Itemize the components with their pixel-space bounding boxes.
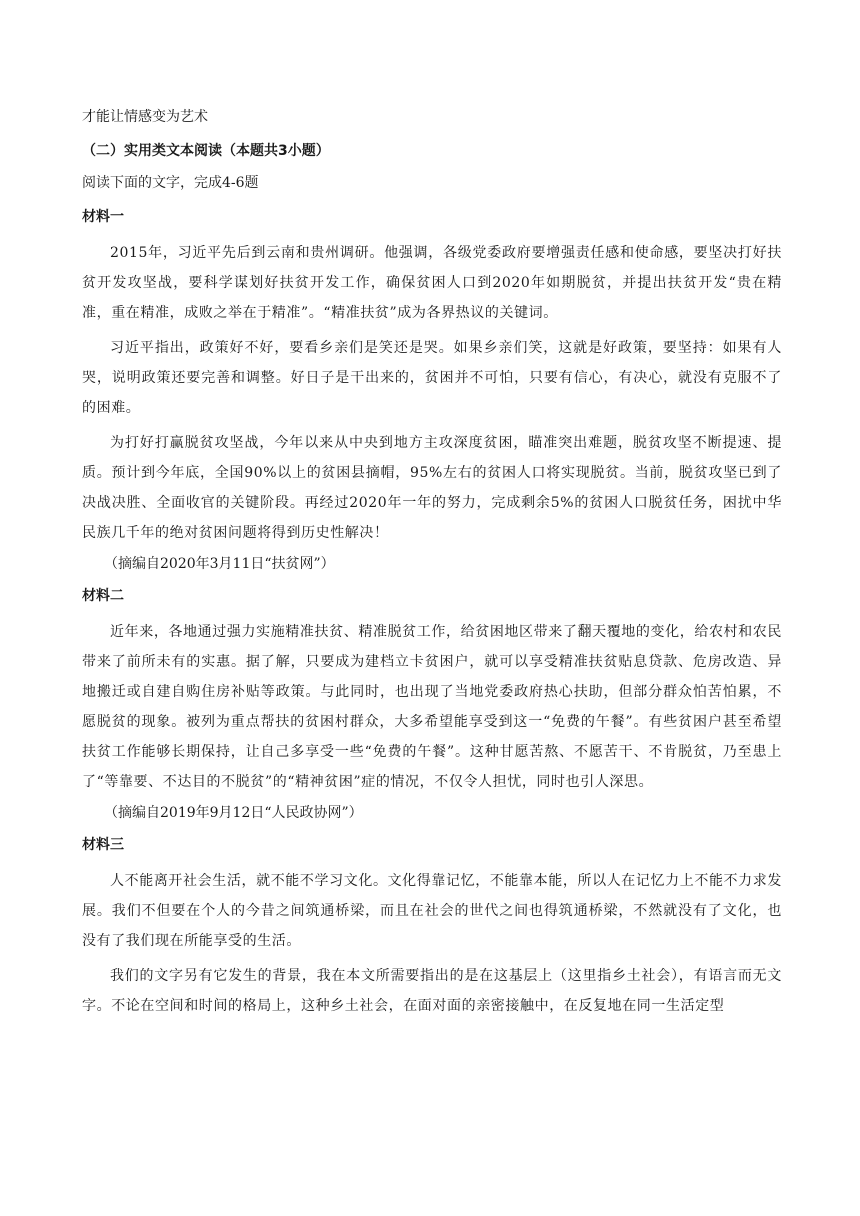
material-1-source: （摘编自2020年3月11日“扶贫网”） [104, 556, 335, 572]
intro-line: 才能让情感变为艺术 [82, 109, 208, 125]
material-3-paragraph-1: 人不能离开社会生活，就不能不学习文化。文化得靠记忆，不能靠本能，所以人在记忆力上不能不力求发展。我们不但要在个人的今昔之间筑通桥梁，而且在社会的世代之间也得筑通桥梁，不然就没有了文化，也没有了我们现在所能享受的生活。 [82, 873, 782, 949]
material-1-title: 材料一 [82, 209, 124, 225]
material-1-paragraph-3: 为打好打赢脱贫攻坚战，今年以来从中央到地方主攻深度贫困，瞄准突出难题，脱贫攻坚不断提速、提质。预计到今年底，全国90%以上的贫困县摘帽，95%左右的贫困人口将实现脱贫。当前，脱贫攻坚已到了决战决胜、全面收官的关键阶段。再经过2020年一年的努力，完成剩余5%的贫困人口脱贫任务，困扰中华民族几千年的绝对贫困问题将得到历史性解决！ [82, 435, 782, 541]
material-2-paragraph-1: 近年来，各地通过强力实施精准扶贫、精准脱贫工作，给贫困地区带来了翻天覆地的变化，给农村和农民带来了前所未有的实惠。据了解，只要成为建档立卡贫困户，就可以享受精准扶贫贴息贷款、危房改造、异地搬迁或自建自购住房补贴等政策。与此同时，也出现了当地党委政府热心扶助，但部分群众怕苦怕累，不愿脱贫的现象。被列为重点帮扶的贫困村群众，大多希望能享受到这一“免费的午餐”。有些贫困户甚至希望扶贫工作能够长期保持，让自己多享受一些“免费的午餐”。这种甘愿苦熬、不愿苦干、不肯脱贫，乃至患上了“等靠要、不达目的不脱贫”的“精神贫困”症的情况，不仅令人担忧，同时也引人深思。 [82, 624, 782, 790]
material-3-paragraph-2: 我们的文字另有它发生的背景，我在本文所需要指出的是在这基层上（这里指乡土社会），有语言而无文字。不论在空间和时间的格局上，这种乡土社会，在面对面的亲密接触中，在反复地在同一生活定型 [82, 968, 782, 1014]
material-2-title: 材料二 [82, 588, 124, 604]
material-2-source: （摘编自2019年9月12日“人民政协网”） [104, 805, 363, 821]
instruction-line: 阅读下面的文字，完成4-6题 [82, 175, 259, 191]
section-title: （二）实用类文本阅读（本题共3小题） [82, 143, 330, 159]
material-1-paragraph-1: 2015年，习近平先后到云南和贵州调研。他强调，各级党委政府要增强责任感和使命感，要坚决打好扶贫开发攻坚战，要科学谋划好扶贫开发工作，确保贫困人口到2020年如期脱贫，并提出扶贫开发“贵在精准，重在精准，成败之举在于精准”。“精准扶贫”成为各界热议的关键词。 [82, 245, 782, 321]
document-page [82, 106, 782, 1026]
material-3-title: 材料三 [82, 837, 124, 853]
material-1-paragraph-2: 习近平指出，政策好不好，要看乡亲们是笑还是哭。如果乡亲们笑，这就是好政策，要坚持：如果有人哭，说明政策还要完善和调整。好日子是干出来的，贫困并不可怕，只要有信心，有决心，就没有克服不了的困难。 [82, 340, 782, 416]
